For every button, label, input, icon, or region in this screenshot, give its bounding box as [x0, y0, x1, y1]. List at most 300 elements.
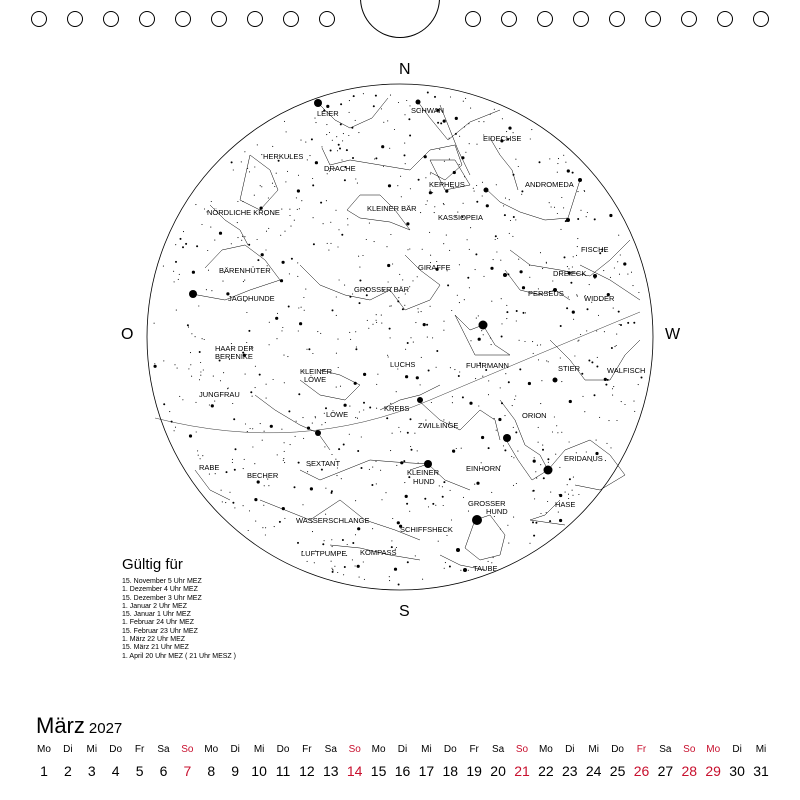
star — [254, 195, 255, 196]
star — [586, 451, 587, 452]
star — [375, 461, 376, 462]
star — [423, 323, 426, 326]
star — [436, 261, 437, 262]
star — [364, 579, 365, 580]
star — [344, 404, 347, 407]
star — [195, 336, 196, 337]
star — [624, 404, 625, 405]
star — [281, 209, 282, 210]
star — [498, 418, 501, 421]
star — [451, 519, 452, 520]
star — [422, 579, 423, 580]
star — [175, 244, 176, 245]
weekday-label: Fr — [469, 744, 479, 755]
star — [496, 430, 497, 431]
star — [577, 238, 578, 239]
star — [357, 527, 360, 530]
star — [402, 279, 403, 280]
star — [199, 351, 201, 353]
star — [605, 384, 607, 386]
day-number: 23 — [562, 763, 578, 779]
star — [248, 244, 250, 246]
star — [300, 140, 301, 141]
star — [410, 418, 412, 420]
star — [481, 330, 482, 331]
star — [359, 302, 361, 304]
star — [405, 349, 406, 350]
star — [573, 256, 574, 257]
star — [596, 330, 597, 331]
star — [457, 295, 458, 296]
star — [427, 92, 429, 94]
star — [303, 297, 304, 298]
star — [445, 562, 446, 563]
bright-star — [314, 99, 322, 107]
star — [557, 172, 558, 173]
star — [429, 232, 430, 233]
star — [249, 171, 250, 172]
star — [244, 459, 245, 460]
star — [344, 179, 346, 181]
star — [276, 173, 277, 174]
day-number: 19 — [466, 763, 482, 779]
star — [570, 282, 572, 284]
star — [567, 266, 568, 267]
star — [209, 474, 210, 475]
star — [572, 172, 574, 174]
star — [306, 349, 307, 350]
star — [311, 138, 313, 140]
star — [468, 570, 469, 571]
star — [344, 285, 345, 286]
star — [406, 503, 408, 505]
weekday-label: Mo — [538, 744, 553, 755]
star — [197, 450, 198, 451]
star — [195, 402, 196, 403]
star — [452, 450, 455, 453]
star — [324, 413, 325, 414]
star — [315, 122, 316, 123]
star — [417, 276, 418, 277]
star — [584, 190, 585, 191]
star — [313, 217, 314, 218]
star — [478, 121, 479, 122]
star — [491, 301, 492, 302]
star — [482, 182, 483, 183]
star — [349, 112, 350, 113]
star — [372, 324, 373, 325]
star — [476, 482, 479, 485]
star — [546, 263, 547, 264]
star — [394, 129, 395, 130]
star — [569, 400, 572, 403]
star — [400, 461, 403, 464]
star — [404, 143, 405, 144]
star — [620, 254, 621, 255]
star — [265, 527, 266, 528]
star — [555, 454, 556, 455]
star — [587, 212, 588, 213]
star — [560, 229, 561, 230]
weekday-label: Do — [276, 744, 290, 755]
star — [616, 420, 617, 421]
star — [259, 374, 261, 376]
constellation-label-fische: FISCHE — [581, 245, 609, 254]
star — [169, 411, 170, 412]
star — [338, 144, 340, 146]
weekday-label: Mi — [588, 744, 599, 755]
star — [322, 543, 324, 545]
star — [359, 267, 360, 268]
star — [331, 490, 333, 492]
star — [207, 250, 208, 251]
star — [222, 281, 223, 282]
weekday-label: Di — [732, 744, 742, 755]
star — [504, 449, 506, 451]
star — [400, 431, 401, 432]
star — [363, 409, 364, 410]
star — [397, 185, 398, 186]
star — [449, 566, 451, 568]
star — [233, 418, 235, 420]
star — [508, 381, 510, 383]
star — [534, 498, 535, 499]
star — [335, 210, 336, 211]
star — [355, 120, 356, 121]
star — [308, 348, 310, 350]
star — [263, 505, 264, 506]
star — [179, 396, 180, 397]
star — [389, 148, 390, 149]
star — [265, 249, 266, 250]
star — [514, 399, 515, 400]
bright-star — [424, 460, 432, 468]
star — [405, 375, 408, 378]
star — [482, 195, 483, 196]
star — [429, 191, 432, 194]
star — [232, 403, 233, 404]
star — [463, 203, 464, 204]
star — [390, 95, 391, 96]
star — [332, 309, 334, 311]
star — [358, 132, 359, 133]
star — [572, 266, 573, 267]
star — [202, 338, 203, 339]
star — [213, 376, 214, 377]
star — [189, 434, 192, 437]
star — [410, 446, 411, 447]
star — [564, 256, 566, 258]
star — [321, 424, 322, 425]
constellation-label-jagdhunde: JAGDHUNDE — [228, 294, 275, 303]
star — [200, 362, 201, 363]
star — [338, 367, 339, 368]
star — [450, 490, 451, 491]
validity-line: 15. Februar 23 Uhr MEZ — [122, 627, 198, 635]
star — [417, 308, 418, 309]
star — [341, 478, 342, 479]
star — [495, 239, 496, 240]
star — [611, 347, 613, 349]
star — [443, 204, 444, 205]
star — [597, 357, 598, 358]
constellation-label-schiffsheck: SCHIFFSHECK — [400, 525, 453, 534]
star — [210, 227, 211, 228]
star — [336, 296, 337, 297]
star — [515, 219, 516, 220]
star — [547, 458, 549, 460]
constellation-label-grosser-hund-1: GROSSER — [468, 499, 506, 508]
star — [374, 241, 375, 242]
star — [506, 318, 507, 319]
star — [383, 122, 384, 123]
star — [329, 132, 330, 133]
star — [456, 448, 457, 449]
weekday-label: Mo — [706, 744, 721, 755]
star — [638, 384, 639, 385]
star — [430, 255, 431, 256]
star — [237, 222, 238, 223]
star — [381, 499, 382, 500]
star — [418, 312, 419, 313]
star — [493, 259, 494, 260]
constellation-label-kompass: KOMPASS — [360, 548, 397, 557]
star — [627, 322, 629, 324]
star — [174, 281, 175, 282]
star — [438, 541, 439, 542]
star — [577, 218, 579, 220]
star — [549, 158, 550, 159]
star — [396, 465, 397, 466]
star — [352, 293, 353, 294]
weekday-label: Di — [230, 744, 240, 755]
star — [389, 580, 390, 581]
star — [478, 315, 479, 316]
star — [244, 151, 245, 152]
weekday-label: Sa — [324, 744, 337, 755]
star — [294, 486, 296, 488]
star — [298, 462, 300, 464]
star — [284, 231, 285, 232]
star — [563, 207, 564, 208]
star — [363, 561, 364, 562]
star — [297, 209, 298, 210]
day-number: 6 — [159, 763, 168, 779]
star — [321, 469, 323, 471]
star — [569, 478, 571, 480]
star — [391, 540, 392, 541]
bright-star — [503, 434, 511, 442]
star — [398, 584, 400, 586]
star — [281, 330, 282, 331]
star — [296, 421, 297, 422]
star — [475, 269, 476, 270]
star — [549, 520, 551, 522]
star — [341, 234, 343, 236]
star — [357, 183, 358, 184]
star — [182, 399, 183, 400]
star — [411, 449, 413, 451]
star — [404, 114, 405, 115]
constellation-label-eidechse: EIDECHSE — [483, 134, 522, 143]
star — [546, 360, 547, 361]
star — [469, 143, 470, 144]
day-number: 21 — [514, 763, 530, 779]
star — [304, 310, 305, 311]
star — [633, 322, 635, 324]
star — [459, 371, 460, 372]
star — [459, 164, 460, 165]
star — [310, 487, 313, 490]
star — [361, 467, 363, 469]
star — [446, 235, 447, 236]
star — [561, 197, 562, 198]
star — [398, 102, 399, 103]
star — [503, 445, 504, 446]
star — [337, 339, 338, 340]
star — [533, 535, 535, 537]
star — [539, 161, 541, 163]
star — [494, 109, 495, 110]
star — [501, 298, 502, 299]
star — [517, 451, 518, 452]
bright-star — [503, 273, 507, 277]
star — [360, 280, 361, 281]
star — [369, 407, 371, 409]
compass-north: N — [399, 61, 411, 78]
star — [580, 334, 581, 335]
star — [254, 463, 255, 464]
star — [388, 184, 391, 187]
star — [266, 384, 267, 385]
weekday-label: Mi — [86, 744, 98, 755]
star — [392, 263, 393, 264]
star — [613, 386, 614, 387]
star — [404, 482, 405, 483]
star — [204, 339, 205, 340]
star — [557, 213, 558, 214]
star — [357, 450, 359, 452]
constellation-label-krebs: KREBS — [384, 404, 410, 413]
star — [221, 490, 222, 491]
star — [482, 376, 483, 377]
star — [305, 289, 306, 290]
day-number: 26 — [633, 763, 650, 779]
star — [508, 543, 509, 544]
star — [463, 101, 464, 102]
day-number: 5 — [135, 763, 144, 779]
star — [284, 442, 285, 443]
star — [298, 175, 299, 176]
star — [505, 373, 506, 374]
star — [604, 378, 607, 381]
star — [264, 431, 265, 432]
star — [190, 364, 191, 365]
star — [573, 319, 574, 320]
star — [409, 286, 410, 287]
star — [475, 253, 477, 255]
star — [266, 231, 267, 232]
constellation-label-orion: ORION — [522, 411, 547, 420]
star — [376, 483, 377, 484]
star — [506, 311, 508, 313]
star — [352, 542, 354, 544]
star — [371, 484, 373, 486]
star — [299, 322, 302, 325]
star — [154, 365, 157, 368]
star — [284, 121, 285, 122]
star — [313, 243, 315, 245]
star — [265, 534, 266, 535]
star — [305, 142, 306, 143]
star — [307, 471, 308, 472]
day-number: 18 — [442, 763, 459, 779]
star — [315, 161, 318, 164]
star — [496, 251, 497, 252]
star — [390, 337, 391, 338]
star — [566, 307, 568, 309]
star — [508, 127, 511, 130]
star — [327, 173, 328, 174]
star — [424, 498, 426, 500]
star — [326, 200, 327, 201]
constellation-label-rabe: RABE — [199, 463, 220, 472]
star — [312, 178, 313, 179]
star — [455, 117, 458, 120]
star — [504, 415, 505, 416]
star — [297, 542, 299, 544]
star — [163, 403, 165, 405]
star — [390, 234, 391, 235]
constellation-label-walfisch: WALFISCH — [607, 366, 646, 375]
constellation-label-luftpumpe: LUFTPUMPE — [301, 549, 347, 558]
star — [244, 236, 245, 237]
star — [376, 408, 377, 409]
star — [254, 166, 255, 167]
star — [632, 285, 633, 286]
constellation-label-berenike: BERENIKE — [215, 352, 253, 361]
star — [410, 188, 411, 189]
star — [321, 146, 322, 147]
star — [154, 323, 155, 324]
star — [246, 342, 247, 343]
star — [301, 307, 302, 308]
validity-line: 1. März 22 Uhr MEZ — [122, 636, 186, 644]
day-number: 15 — [370, 763, 387, 779]
star — [355, 417, 356, 418]
star — [383, 166, 384, 167]
day-number: 4 — [111, 763, 120, 779]
star — [513, 427, 514, 428]
star — [336, 136, 337, 137]
constellation-label-becher: BECHER — [247, 471, 279, 480]
constellation-label-kepheus: KEPHEUS — [429, 180, 465, 189]
star — [610, 277, 611, 278]
star — [420, 384, 421, 385]
star — [328, 250, 329, 251]
star — [442, 486, 443, 487]
validity-title: Gültig für — [122, 556, 183, 573]
constellation-label-einhorn: EINHORN — [466, 464, 501, 473]
star — [538, 427, 539, 428]
star — [634, 411, 635, 412]
star — [392, 433, 393, 434]
star — [576, 294, 577, 295]
star — [540, 252, 541, 253]
star — [312, 184, 314, 186]
star — [353, 95, 355, 97]
star — [243, 468, 244, 469]
